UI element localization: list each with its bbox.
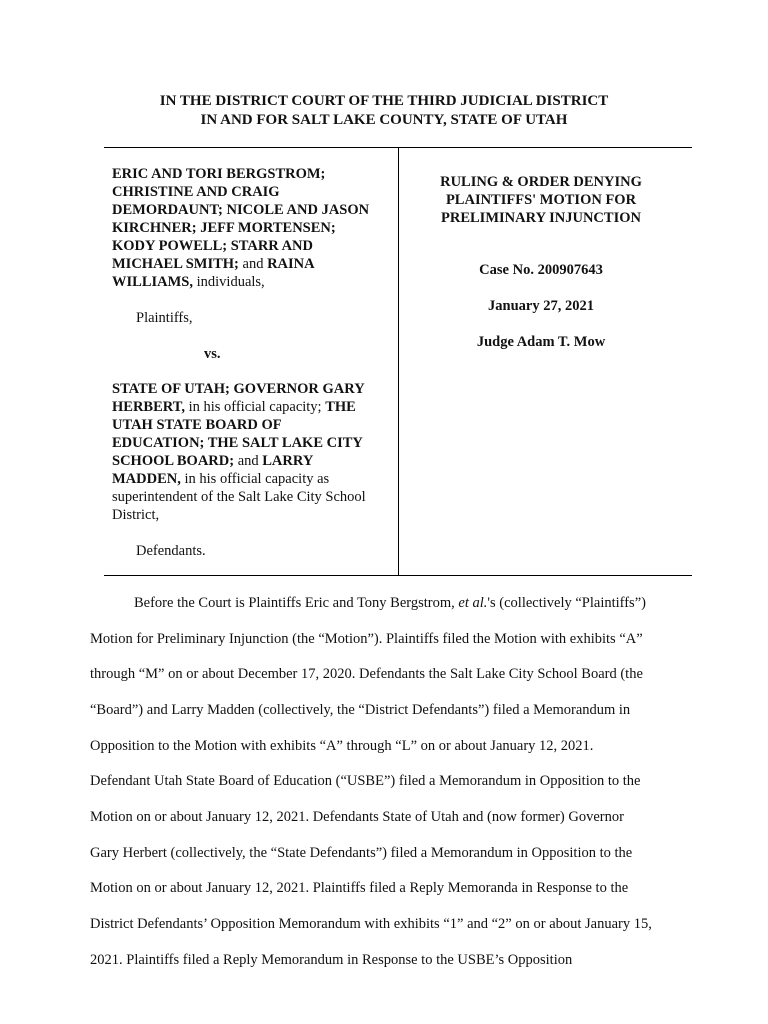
defendants-line: UTAH STATE BOARD OF: [112, 417, 282, 433]
plaintiffs-label: Plaintiffs,: [136, 310, 193, 326]
caption-vertical-divider: [398, 147, 399, 576]
body-line: [134, 595, 646, 612]
plaintiffs-line: CHRISTINE AND CRAIG: [112, 184, 280, 200]
plaintiffs-line: ERIC AND TORI BERGSTROM;: [112, 166, 326, 182]
body-line: District Defendants’ Opposition Memorandum with exhibits “1” and “2” on or about January 15,: [90, 916, 652, 932]
body-text-segment: 's (collectively “Plaintiffs”): [487, 595, 646, 611]
court-header: [0, 92, 768, 130]
ruling-title-line-3: PRELIMINARY INJUNCTION: [441, 210, 641, 226]
defendants-line: District,: [112, 507, 160, 523]
body-line: Opposition to the Motion with exhibits “A” through “L” on or about January 12, 2021.: [90, 738, 594, 754]
defendants-the: THE: [325, 399, 356, 415]
body-line: Defendant Utah State Board of Education (“USBE”) filed a Memorandum in Opposition to the: [90, 773, 641, 789]
versus-label: vs.: [204, 346, 221, 362]
ruling-title-line-2: PLAINTIFFS' MOTION FOR: [445, 192, 637, 208]
parties-column: [112, 165, 394, 560]
defendants-line: superintendent of the Salt Lake City School: [112, 489, 366, 505]
defendants-line: EDUCATION; THE SALT LAKE CITY: [112, 435, 363, 451]
judge-name: Judge Adam T. Mow: [476, 334, 606, 350]
and-word: and: [237, 453, 259, 469]
defendants-names: [112, 380, 394, 524]
body-line: “Board”) and Larry Madden (collectively, the “District Defendants”) filed a Memorandum in: [90, 702, 631, 718]
defendant-herbert: HERBERT,: [112, 399, 185, 415]
plaintiffs-line: KIRCHNER; JEFF MORTENSEN;: [112, 220, 336, 236]
caption-bottom-rule: [104, 575, 692, 576]
defendant-madden: MADDEN,: [112, 471, 181, 487]
defendant-larry: LARRY: [262, 453, 314, 469]
plaintiff-williams: WILLIAMS,: [112, 274, 193, 290]
body-line: 2021. Plaintiffs filed a Reply Memorandum in Response to the USBE’s Opposition: [90, 952, 573, 968]
body-text-segment: Before the Court is Plaintiffs Eric and Tony Bergstrom,: [134, 595, 455, 611]
body-line: Motion for Preliminary Injunction (the “Motion”). Plaintiffs filed the Motion with exhibits “A”: [90, 631, 643, 647]
defendant-school-board: SCHOOL BOARD;: [112, 453, 235, 469]
body-line: Gary Herbert (collectively, the “State Defendants”) filed a Memorandum in Opposition to the: [90, 845, 633, 861]
body-line: through “M” on or about December 17, 2020. Defendants the Salt Lake City School Board (the: [90, 666, 643, 682]
defendants-label: Defendants.: [136, 543, 206, 559]
body-text-italic: et al.: [458, 595, 488, 611]
court-header-line-1: IN THE DISTRICT COURT OF THE THIRD JUDICIAL DISTRICT: [159, 93, 609, 109]
body-line: Motion on or about January 12, 2021. Plaintiffs filed a Reply Memoranda in Response to the: [90, 880, 629, 896]
plaintiffs-line: KODY POWELL; STARR AND: [112, 238, 314, 254]
ruling-title: [410, 173, 672, 227]
official-capacity-text: in his official capacity as: [184, 471, 330, 487]
body-line: Motion on or about January 12, 2021. Defendants State of Utah and (now former) Governor: [90, 809, 624, 825]
ruling-title-line-1: RULING & ORDER DENYING: [440, 174, 642, 190]
plaintiffs-names: [112, 165, 394, 291]
and-word: and: [242, 256, 264, 272]
case-number: Case No. 200907643: [479, 262, 603, 278]
plaintiffs-line: MICHAEL SMITH;: [112, 256, 239, 272]
official-capacity-text: in his official capacity;: [188, 399, 322, 415]
plaintiff-raina: RAINA: [267, 256, 315, 272]
court-header-line-2: IN AND FOR SALT LAKE COUNTY, STATE OF UTAH: [200, 112, 568, 128]
plaintiffs-line: DEMORDAUNT; NICOLE AND JASON: [112, 202, 370, 218]
defendants-line: STATE OF UTAH; GOVERNOR GARY: [112, 381, 365, 397]
ruling-date: January 27, 2021: [488, 298, 594, 314]
individuals-text: individuals,: [196, 274, 265, 290]
